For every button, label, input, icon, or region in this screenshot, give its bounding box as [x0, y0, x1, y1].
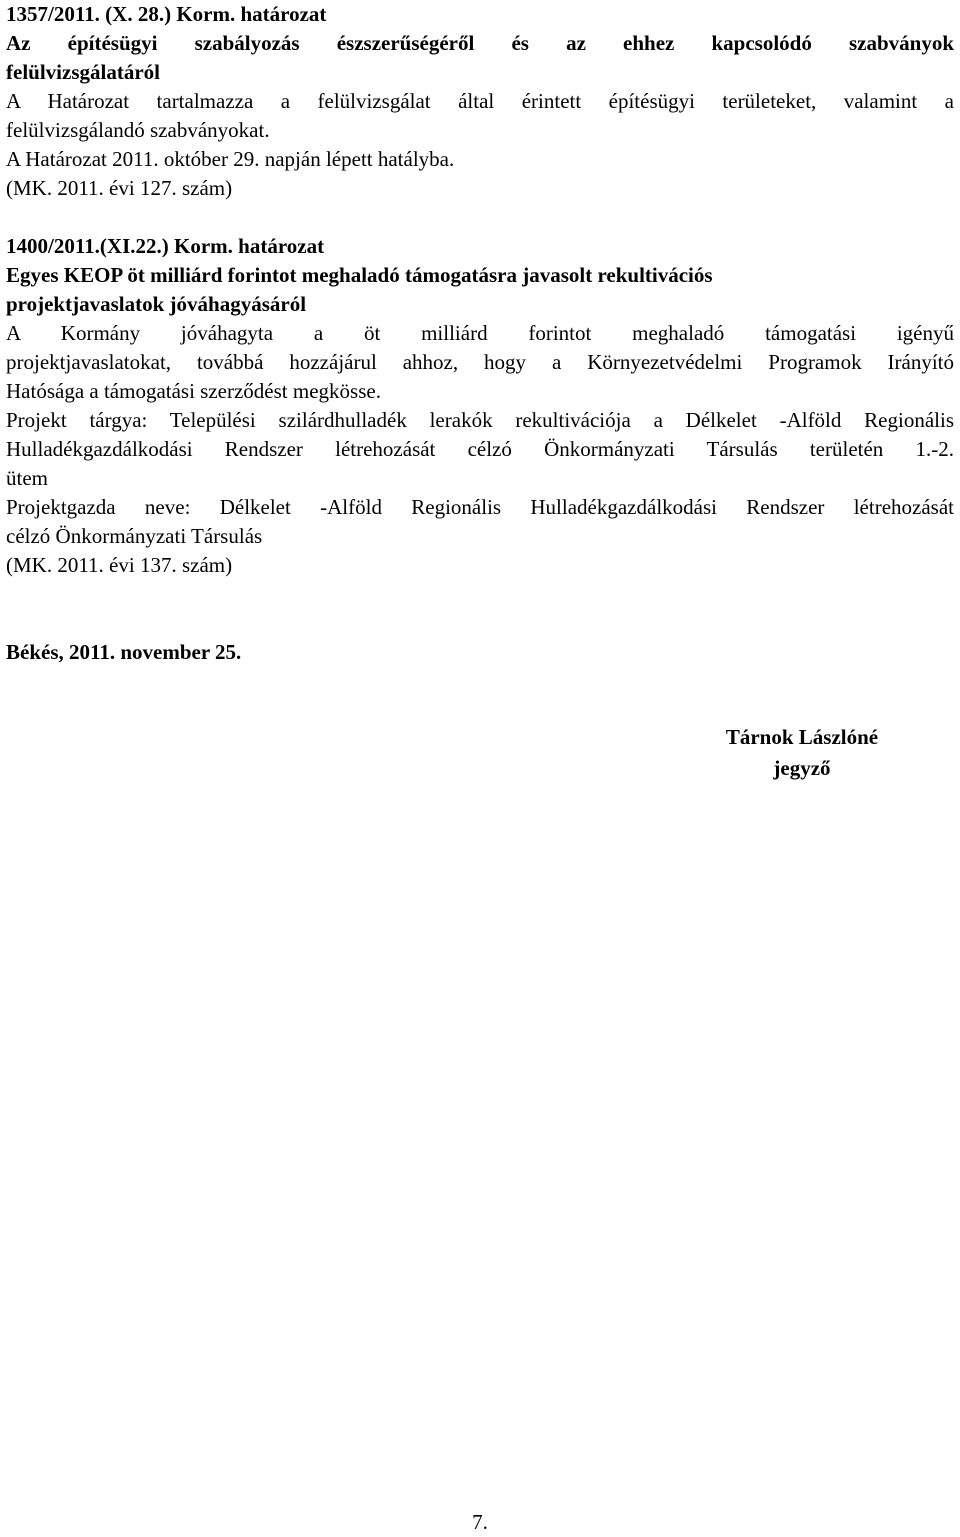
body-line: Hulladékgazdálkodási Rendszer létrehozását célzó Önkormányzati Társulás területén 1.-2.: [6, 437, 954, 461]
place-date: Békés, 2011. november 25.: [6, 640, 242, 664]
document-page: [6, 0, 954, 667]
section-heading: 1357/2011. (X. 28.) Korm. határozat: [6, 2, 327, 26]
signer-title: jegyző: [773, 756, 831, 780]
body-line: célzó Önkormányzati Társulás: [6, 524, 263, 548]
body-line: (MK. 2011. évi 137. szám): [6, 553, 233, 577]
body-line: A Határozat 2011. október 29. napján lépett hatályba.: [6, 147, 455, 171]
body-line: felülvizsgálandó szabványokat.: [6, 118, 270, 142]
section-heading: 1400/2011.(XI.22.) Korm. határozat: [6, 234, 325, 258]
body-line: A Határozat tartalmazza a felülvizsgálat által érintett építésügyi területeket, valamint a: [6, 89, 954, 113]
body-line: Projektgazda neve: Délkelet -Alföld Regionális Hulladékgazdálkodási Rendszer létrehozását: [6, 495, 954, 519]
page-number: 7.: [472, 1510, 488, 1534]
section-title-line: Az építésügyi szabályozás észszerűségéről és az ehhez kapcsolódó szabványok: [6, 31, 954, 55]
signer-name: Tárnok Lászlóné: [725, 725, 879, 749]
section-1: [6, 0, 954, 203]
body-line: Hatósága a támogatási szerződést megkösse.: [6, 379, 381, 403]
section-title-line: Egyes KEOP öt milliárd forintot meghaladó támogatásra javasolt rekultivációs: [6, 263, 713, 287]
body-line: projektjavaslatokat, továbbá hozzájárul ahhoz, hogy a Környezetvédelmi Programok Irányító: [6, 350, 954, 374]
signature-block: [710, 722, 894, 784]
section-2: [6, 232, 954, 580]
section-title-line: felülvizsgálatáról: [6, 60, 160, 84]
body-line: Projekt tárgya: Települési szilárdhulladék lerakók rekultivációja a Délkelet -Alföld Regionális: [6, 408, 954, 432]
body-line: A Kormány jóváhagyta a öt milliárd forintot meghaladó támogatási igényű: [6, 321, 954, 345]
section-title-line: projektjavaslatok jóváhagyásáról: [6, 292, 307, 316]
body-line: ütem: [6, 466, 48, 490]
body-line: (MK. 2011. évi 127. szám): [6, 176, 233, 200]
